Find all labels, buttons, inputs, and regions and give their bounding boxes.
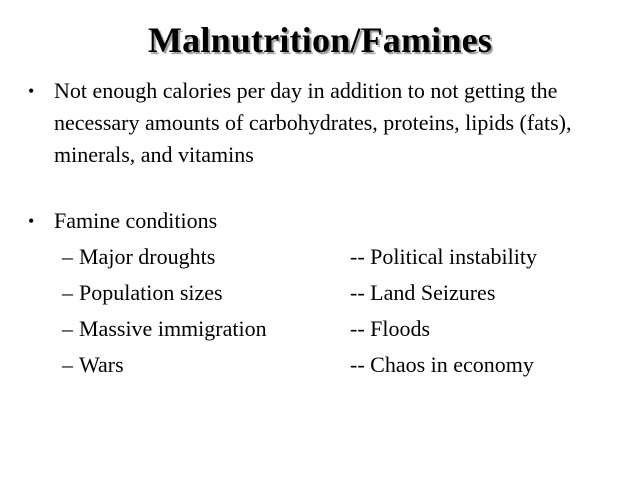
bullet-text: Famine conditions xyxy=(54,208,218,233)
sub-bullet-right: -- Political instability xyxy=(350,244,537,269)
bullet-marker: • xyxy=(28,211,35,231)
sub-bullet-left xyxy=(62,277,223,309)
bullet-item xyxy=(28,75,632,171)
sub-bullet-text: Major droughts xyxy=(79,244,216,269)
sub-bullet-left xyxy=(62,313,267,345)
dash-marker: – xyxy=(62,280,73,305)
sub-bullet-right: -- Floods xyxy=(350,316,431,341)
bullet-text: Not enough calories per day in addition to not getting the necessary amounts of carbohydrates, proteins, lipids (fats), minerals, and vitamins xyxy=(54,78,572,167)
bullet-item xyxy=(28,205,632,237)
sub-bullet-text: Massive immigration xyxy=(79,316,267,341)
dash-marker: – xyxy=(62,316,73,341)
dash-marker: – xyxy=(62,352,73,377)
sub-bullet-left xyxy=(62,241,215,273)
slide-title: Malnutrition/Famines xyxy=(148,20,492,60)
sub-bullet-left xyxy=(62,349,124,381)
sub-bullet-text: Population sizes xyxy=(79,280,223,305)
dash-marker: – xyxy=(62,244,73,269)
sub-bullet-right: -- Chaos in economy xyxy=(350,352,534,377)
sub-bullet-text: Wars xyxy=(79,352,124,377)
sub-bullet-right: -- Land Seizures xyxy=(350,280,496,305)
bullet-marker: • xyxy=(28,81,35,101)
